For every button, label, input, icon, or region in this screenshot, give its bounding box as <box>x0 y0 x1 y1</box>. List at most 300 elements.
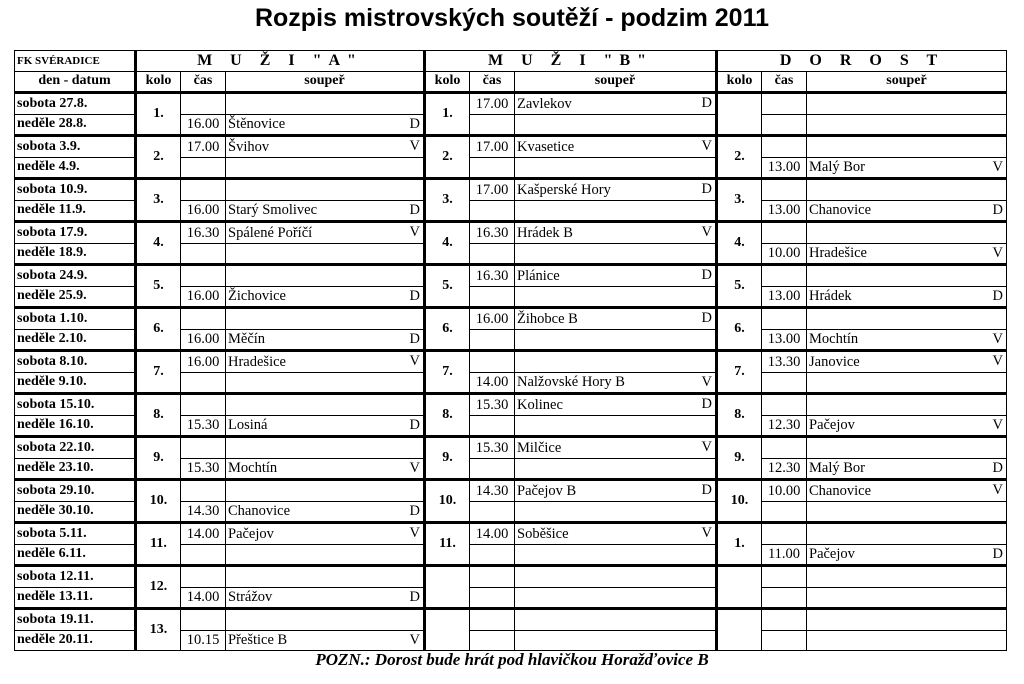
opponent-name: Hradešice <box>228 353 286 370</box>
opponent-cell-b <box>515 351 717 373</box>
opponent-cell-b <box>515 329 717 351</box>
opponent-name: Janovice <box>809 353 860 370</box>
kolo-cell-b: 9. <box>425 437 470 480</box>
home-away-mark: D <box>701 181 712 197</box>
opponent-name: Zavlekov <box>517 95 572 112</box>
opponent-cell-d <box>807 394 1007 416</box>
opponent-cell-a <box>226 329 425 351</box>
opponent-cell-b <box>515 566 717 588</box>
opponent-cell-d <box>807 329 1007 351</box>
home-away-mark: V <box>992 158 1003 175</box>
opponent-cell-b <box>515 308 717 330</box>
opponent-name: Pačejov B <box>517 482 577 499</box>
date-cell: neděle 20.11. <box>15 630 136 651</box>
date-cell: neděle 13.11. <box>15 587 136 609</box>
opponent-name: Chanovice <box>228 503 291 520</box>
kolo-cell-d: 6. <box>717 308 762 351</box>
time-cell-a: 15.30 <box>181 458 226 480</box>
home-away-mark: D <box>409 502 420 519</box>
opponent-name: Žihobce B <box>517 310 578 327</box>
time-cell-d <box>762 114 807 136</box>
opponent-cell-a <box>226 372 425 394</box>
opponent-cell-b <box>515 136 717 158</box>
opponent-cell-b <box>515 286 717 308</box>
opponent-cell-a <box>226 609 425 631</box>
opponent-cell-b <box>515 415 717 437</box>
opponent-cell-a <box>226 157 425 179</box>
opponent-name: Hrádek B <box>517 224 573 241</box>
kolo-cell-b: 8. <box>425 394 470 437</box>
opponent-cell-d <box>807 222 1007 244</box>
time-cell-d <box>762 609 807 631</box>
cas-header-a: čas <box>181 71 226 93</box>
home-away-mark: V <box>992 244 1003 261</box>
home-away-mark: V <box>992 353 1003 369</box>
opponent-name: Kašperské Hory <box>517 181 611 198</box>
kolo-cell-a: 9. <box>136 437 181 480</box>
time-cell-d <box>762 136 807 158</box>
date-cell: neděle 28.8. <box>15 114 136 136</box>
opponent-cell-a <box>226 351 425 373</box>
opponent-cell-d <box>807 286 1007 308</box>
opponent-cell-d <box>807 351 1007 373</box>
kolo-cell-a: 3. <box>136 179 181 222</box>
time-cell-b: 14.00 <box>470 372 515 394</box>
time-cell-a <box>181 544 226 566</box>
time-cell-a <box>181 179 226 201</box>
time-cell-b <box>470 630 515 651</box>
time-cell-a <box>181 265 226 287</box>
time-cell-b <box>470 243 515 265</box>
kolo-cell-b: 11. <box>425 523 470 566</box>
opponent-name: Mochtín <box>228 460 278 477</box>
opponent-cell-a <box>226 136 425 158</box>
date-cell: sobota 10.9. <box>15 179 136 201</box>
date-cell: sobota 12.11. <box>15 566 136 588</box>
time-cell-d <box>762 265 807 287</box>
home-away-mark: D <box>409 115 420 132</box>
kolo-cell-a: 4. <box>136 222 181 265</box>
opponent-cell-b <box>515 458 717 480</box>
home-away-mark: V <box>701 224 712 240</box>
time-cell-a <box>181 243 226 265</box>
time-cell-b: 17.00 <box>470 179 515 201</box>
date-cell: sobota 27.8. <box>15 93 136 115</box>
date-cell: neděle 4.9. <box>15 157 136 179</box>
kolo-cell-b: 2. <box>425 136 470 179</box>
opponent-name: Hrádek <box>809 288 852 305</box>
opponent-name: Nalžovské Hory B <box>517 374 625 391</box>
opponent-cell-a <box>226 523 425 545</box>
opponent-cell-a <box>226 566 425 588</box>
kolo-cell-a: 5. <box>136 265 181 308</box>
opponent-cell-d <box>807 587 1007 609</box>
date-cell: neděle 16.10. <box>15 415 136 437</box>
time-cell-b <box>470 157 515 179</box>
opponent-cell-a <box>226 93 425 115</box>
time-cell-b <box>470 329 515 351</box>
opponent-name: Starý Smolivec <box>228 202 318 219</box>
time-cell-d: 13.00 <box>762 157 807 179</box>
opponent-cell-b <box>515 157 717 179</box>
opponent-name: Kolinec <box>517 396 563 413</box>
kolo-cell-a: 11. <box>136 523 181 566</box>
time-cell-a: 16.00 <box>181 286 226 308</box>
date-cell: sobota 29.10. <box>15 480 136 502</box>
schedule-row <box>15 351 1007 373</box>
home-away-mark: D <box>409 330 420 347</box>
opponent-cell-d <box>807 630 1007 651</box>
home-away-mark: D <box>992 545 1003 562</box>
schedule-row <box>15 523 1007 545</box>
opponent-name: Měčín <box>228 331 266 348</box>
home-away-mark: D <box>701 95 712 111</box>
opponent-cell-d <box>807 415 1007 437</box>
kolo-cell-d: 9. <box>717 437 762 480</box>
schedule-row <box>15 136 1007 158</box>
kolo-cell-b <box>425 566 470 609</box>
home-away-mark: D <box>992 287 1003 304</box>
opponent-cell-a <box>226 501 425 523</box>
opponent-name: Kvasetice <box>517 138 575 155</box>
time-cell-b <box>470 286 515 308</box>
time-cell-b <box>470 587 515 609</box>
time-cell-d: 13.00 <box>762 329 807 351</box>
opponent-cell-d <box>807 243 1007 265</box>
home-away-mark: D <box>409 287 420 304</box>
opponent-cell-d <box>807 114 1007 136</box>
opponent-cell-b <box>515 587 717 609</box>
home-away-mark: D <box>992 459 1003 476</box>
opponent-cell-b <box>515 222 717 244</box>
time-cell-d: 11.00 <box>762 544 807 566</box>
kolo-cell-d: 7. <box>717 351 762 394</box>
time-cell-d: 13.00 <box>762 286 807 308</box>
time-cell-a: 16.30 <box>181 222 226 244</box>
kolo-cell-d: 4. <box>717 222 762 265</box>
date-cell: neděle 23.10. <box>15 458 136 480</box>
time-cell-d: 10.00 <box>762 243 807 265</box>
time-cell-b: 17.00 <box>470 93 515 115</box>
time-cell-a <box>181 609 226 631</box>
opponent-name: Pačejov <box>809 546 855 563</box>
kolo-cell-b: 3. <box>425 179 470 222</box>
souper-header-b: soupeř <box>515 71 717 93</box>
opponent-name: Pačejov <box>809 417 855 434</box>
kolo-cell-d: 2. <box>717 136 762 179</box>
opponent-cell-d <box>807 458 1007 480</box>
kolo-cell-b: 4. <box>425 222 470 265</box>
time-cell-a: 15.30 <box>181 415 226 437</box>
kolo-cell-d: 10. <box>717 480 762 523</box>
kolo-cell-b: 5. <box>425 265 470 308</box>
opponent-cell-a <box>226 179 425 201</box>
kolo-cell-b <box>425 609 470 651</box>
time-cell-a: 16.00 <box>181 329 226 351</box>
opponent-cell-b <box>515 93 717 115</box>
home-away-mark: D <box>701 267 712 283</box>
group-dorost: D O R O S T <box>717 51 1007 72</box>
schedule-row <box>15 437 1007 459</box>
kolo-cell-a: 12. <box>136 566 181 609</box>
home-away-mark: D <box>409 201 420 218</box>
date-cell: sobota 22.10. <box>15 437 136 459</box>
opponent-cell-a <box>226 114 425 136</box>
date-cell: sobota 15.10. <box>15 394 136 416</box>
header-row-columns <box>15 71 1007 93</box>
kolo-header-d: kolo <box>717 71 762 93</box>
opponent-cell-d <box>807 437 1007 459</box>
date-cell: sobota 8.10. <box>15 351 136 373</box>
cas-header-d: čas <box>762 71 807 93</box>
opponent-name: Chanovice <box>809 482 872 499</box>
time-cell-b: 17.00 <box>470 136 515 158</box>
opponent-name: Žichovice <box>228 288 286 305</box>
time-cell-a: 14.30 <box>181 501 226 523</box>
opponent-name: Přeštice B <box>228 632 288 649</box>
time-cell-d <box>762 222 807 244</box>
time-cell-b <box>470 501 515 523</box>
home-away-mark: D <box>701 310 712 326</box>
opponent-cell-d <box>807 265 1007 287</box>
time-cell-d: 12.30 <box>762 415 807 437</box>
time-cell-a: 16.00 <box>181 351 226 373</box>
opponent-cell-d <box>807 480 1007 502</box>
home-away-mark: V <box>409 459 420 476</box>
opponent-cell-a <box>226 222 425 244</box>
home-away-mark: V <box>409 224 420 240</box>
opponent-name: Soběšice <box>517 525 569 542</box>
time-cell-a <box>181 157 226 179</box>
time-cell-b: 15.30 <box>470 437 515 459</box>
time-cell-a: 16.00 <box>181 200 226 222</box>
opponent-name: Plánice <box>517 267 560 284</box>
time-cell-a <box>181 437 226 459</box>
cas-header-b: čas <box>470 71 515 93</box>
date-cell: sobota 19.11. <box>15 609 136 631</box>
opponent-cell-a <box>226 437 425 459</box>
time-cell-a <box>181 372 226 394</box>
group-muzi-b: M U Ž I "B" <box>425 51 717 72</box>
opponent-cell-a <box>226 458 425 480</box>
schedule-row <box>15 394 1007 416</box>
time-cell-b: 16.00 <box>470 308 515 330</box>
date-cell: sobota 5.11. <box>15 523 136 545</box>
time-cell-a: 14.00 <box>181 523 226 545</box>
footnote: POZN.: Dorost bude hrát pod hlavičkou Horažďovice B <box>315 650 709 669</box>
time-cell-b: 14.30 <box>470 480 515 502</box>
opponent-cell-a <box>226 394 425 416</box>
home-away-mark: D <box>701 396 712 412</box>
time-cell-b: 16.30 <box>470 265 515 287</box>
home-away-mark: V <box>992 416 1003 433</box>
opponent-cell-b <box>515 480 717 502</box>
opponent-cell-a <box>226 587 425 609</box>
kolo-cell-a: 10. <box>136 480 181 523</box>
opponent-cell-a <box>226 630 425 651</box>
opponent-cell-d <box>807 523 1007 545</box>
time-cell-b <box>470 200 515 222</box>
kolo-cell-a: 13. <box>136 609 181 651</box>
opponent-cell-d <box>807 308 1007 330</box>
opponent-cell-b <box>515 523 717 545</box>
opponent-cell-d <box>807 157 1007 179</box>
time-cell-b <box>470 415 515 437</box>
kolo-cell-d <box>717 93 762 136</box>
opponent-cell-b <box>515 544 717 566</box>
time-cell-d <box>762 93 807 115</box>
opponent-name: Milčice <box>517 439 562 456</box>
date-header: den - datum <box>15 71 136 93</box>
time-cell-a: 10.15 <box>181 630 226 651</box>
time-cell-b: 15.30 <box>470 394 515 416</box>
schedule-row <box>15 222 1007 244</box>
kolo-cell-d <box>717 609 762 651</box>
opponent-cell-d <box>807 200 1007 222</box>
home-away-mark: D <box>409 588 420 605</box>
opponent-cell-d <box>807 372 1007 394</box>
time-cell-a <box>181 308 226 330</box>
opponent-cell-b <box>515 179 717 201</box>
kolo-cell-b: 1. <box>425 93 470 136</box>
page-title: Rozpis mistrovských soutěží - podzim 2011 <box>254 4 770 32</box>
date-cell: neděle 11.9. <box>15 200 136 222</box>
opponent-cell-d <box>807 566 1007 588</box>
date-cell: sobota 3.9. <box>15 136 136 158</box>
club-name: FK SVÉRADICE <box>15 51 136 72</box>
opponent-name: Švihov <box>228 138 270 155</box>
time-cell-d <box>762 372 807 394</box>
home-away-mark: D <box>409 416 420 433</box>
kolo-cell-b: 10. <box>425 480 470 523</box>
schedule-row <box>15 566 1007 588</box>
opponent-cell-a <box>226 480 425 502</box>
time-cell-a <box>181 394 226 416</box>
date-cell: neděle 2.10. <box>15 329 136 351</box>
kolo-cell-d: 5. <box>717 265 762 308</box>
home-away-mark: V <box>701 525 712 541</box>
time-cell-a: 16.00 <box>181 114 226 136</box>
home-away-mark: V <box>992 330 1003 347</box>
opponent-cell-d <box>807 93 1007 115</box>
kolo-cell-d <box>717 566 762 609</box>
schedule-row <box>15 609 1007 631</box>
opponent-cell-d <box>807 609 1007 631</box>
time-cell-b <box>470 114 515 136</box>
header-row-groups <box>15 51 1007 72</box>
time-cell-b <box>470 609 515 631</box>
opponent-name: Strážov <box>228 589 273 606</box>
time-cell-a: 14.00 <box>181 587 226 609</box>
opponent-name: Spálené Poříčí <box>228 224 313 241</box>
date-cell: sobota 17.9. <box>15 222 136 244</box>
time-cell-d <box>762 308 807 330</box>
opponent-cell-b <box>515 114 717 136</box>
time-cell-d: 12.30 <box>762 458 807 480</box>
opponent-name: Malý Bor <box>809 159 865 176</box>
home-away-mark: V <box>409 353 420 369</box>
opponent-cell-b <box>515 372 717 394</box>
kolo-cell-a: 2. <box>136 136 181 179</box>
kolo-cell-b: 7. <box>425 351 470 394</box>
time-cell-a: 17.00 <box>181 136 226 158</box>
time-cell-d <box>762 523 807 545</box>
date-cell: sobota 24.9. <box>15 265 136 287</box>
time-cell-d <box>762 566 807 588</box>
home-away-mark: V <box>701 138 712 154</box>
time-cell-d <box>762 501 807 523</box>
souper-header-d: soupeř <box>807 71 1007 93</box>
schedule-row <box>15 480 1007 502</box>
home-away-mark: D <box>701 482 712 498</box>
opponent-cell-a <box>226 243 425 265</box>
opponent-cell-a <box>226 286 425 308</box>
opponent-cell-b <box>515 630 717 651</box>
kolo-cell-a: 1. <box>136 93 181 136</box>
home-away-mark: V <box>409 138 420 154</box>
opponent-name: Malý Bor <box>809 460 865 477</box>
opponent-cell-d <box>807 501 1007 523</box>
opponent-cell-d <box>807 136 1007 158</box>
date-cell: neděle 30.10. <box>15 501 136 523</box>
time-cell-d <box>762 437 807 459</box>
opponent-cell-a <box>226 544 425 566</box>
opponent-cell-b <box>515 501 717 523</box>
group-muzi-a: M U Ž I "A" <box>136 51 425 72</box>
opponent-cell-d <box>807 544 1007 566</box>
opponent-cell-b <box>515 394 717 416</box>
date-cell: neděle 9.10. <box>15 372 136 394</box>
opponent-name: Losiná <box>228 417 268 434</box>
opponent-name: Mochtín <box>809 331 859 348</box>
time-cell-a <box>181 480 226 502</box>
time-cell-b <box>470 566 515 588</box>
home-away-mark: D <box>992 201 1003 218</box>
kolo-cell-d: 3. <box>717 179 762 222</box>
schedule-row <box>15 179 1007 201</box>
schedule-row <box>15 93 1007 115</box>
date-cell: sobota 1.10. <box>15 308 136 330</box>
home-away-mark: V <box>409 525 420 541</box>
time-cell-b: 16.30 <box>470 222 515 244</box>
opponent-cell-b <box>515 243 717 265</box>
kolo-cell-d: 1. <box>717 523 762 566</box>
time-cell-d <box>762 630 807 651</box>
time-cell-a <box>181 93 226 115</box>
opponent-cell-b <box>515 609 717 631</box>
home-away-mark: V <box>701 439 712 455</box>
time-cell-d <box>762 587 807 609</box>
kolo-header-a: kolo <box>136 71 181 93</box>
opponent-cell-a <box>226 265 425 287</box>
kolo-header-b: kolo <box>425 71 470 93</box>
opponent-name: Pačejov <box>228 525 274 542</box>
kolo-cell-b: 6. <box>425 308 470 351</box>
time-cell-d <box>762 179 807 201</box>
home-away-mark: V <box>701 373 712 390</box>
opponent-cell-b <box>515 265 717 287</box>
time-cell-b <box>470 544 515 566</box>
schedule-table <box>14 50 1007 651</box>
date-cell: neděle 6.11. <box>15 544 136 566</box>
time-cell-d: 13.30 <box>762 351 807 373</box>
date-cell: neděle 18.9. <box>15 243 136 265</box>
opponent-cell-d <box>807 179 1007 201</box>
kolo-cell-a: 7. <box>136 351 181 394</box>
time-cell-d: 10.00 <box>762 480 807 502</box>
opponent-name: Chanovice <box>809 202 872 219</box>
kolo-cell-d: 8. <box>717 394 762 437</box>
